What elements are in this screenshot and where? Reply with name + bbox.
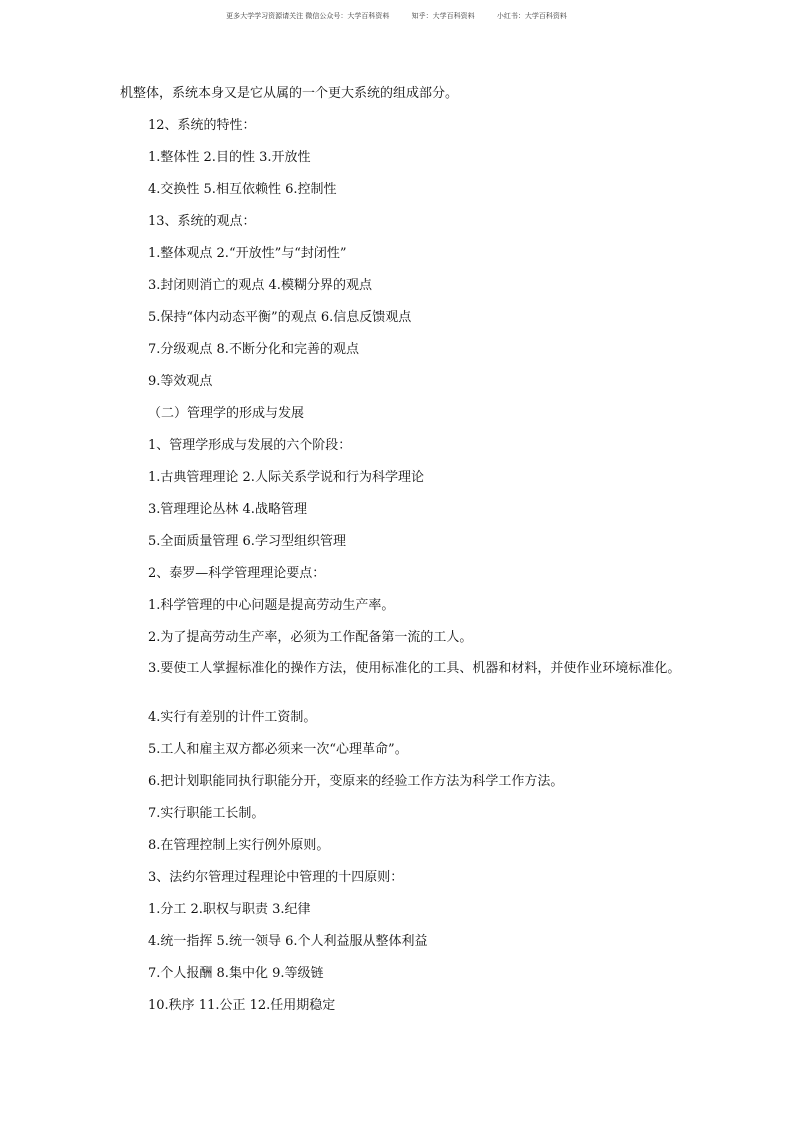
list-item: 7.个人报酬 8.集中化 9.等级链 xyxy=(148,966,324,981)
header-zhihu-text: 知乎：大学百科资料 xyxy=(411,12,475,20)
list-item: 4.实行有差别的计件工资制。 xyxy=(148,710,317,725)
chapter-heading: （二）管理学的形成与发展 xyxy=(148,406,305,421)
list-item: 5.保持“体内动态平衡”的观点 6.信息反馈观点 xyxy=(148,310,412,325)
header-wechat-text: 更多大学学习资源请关注 微信公众号：大学百科资料 xyxy=(226,12,390,20)
list-item: 4.交换性 5.相互依赖性 6.控制性 xyxy=(148,182,337,197)
list-item: 5.工人和雇主双方都必须来一次“心理革命”。 xyxy=(148,742,408,757)
list-item: 1.古典管理理论 2.人际关系学说和行为科学理论 xyxy=(148,470,424,485)
list-item: 1.分工 2.职权与职责 3.纪律 xyxy=(148,902,311,917)
list-item: 6.把计划职能同执行职能分开，变原来的经验工作方法为科学工作方法。 xyxy=(148,774,564,789)
list-item: 1.科学管理的中心问题是提高劳动生产率。 xyxy=(148,598,395,613)
header-xiaohongshu-text: 小红书：大学百科资料 xyxy=(496,12,567,20)
section-heading: 3、法约尔管理过程理论中管理的十四原则： xyxy=(148,870,404,885)
list-item: 8.在管理控制上实行例外原则。 xyxy=(148,838,330,853)
page-header xyxy=(0,11,793,21)
section-heading: 12、系统的特性： xyxy=(148,118,256,133)
section-heading: 2、泰罗—科学管理理论要点： xyxy=(148,566,326,581)
list-item: 4.统一指挥 5.统一领导 6.个人利益服从整体利益 xyxy=(148,934,428,949)
list-item: 1.整体观点 2.“开放性”与“封闭性” xyxy=(148,246,347,261)
list-item: 3.封闭则消亡的观点 4.模糊分界的观点 xyxy=(148,278,372,293)
list-item: 2.为了提高劳动生产率，必须为工作配备第一流的工人。 xyxy=(148,630,473,645)
section-heading: 1、管理学形成与发展的六个阶段： xyxy=(148,438,352,453)
list-item: 10.秩序 11.公正 12.任用期稳定 xyxy=(148,998,336,1013)
list-item-wrapped: 3.要使工人掌握标准化的操作方法，使用标准化的工具、机器和材料，并使作业环境标准化。 xyxy=(148,661,681,676)
paragraph-continuation: 机整体，系统本身又是它从属的一个更大系统的组成部分。 xyxy=(120,86,459,101)
list-item: 1.整体性 2.目的性 3.开放性 xyxy=(148,150,311,165)
list-item: 7.分级观点 8.不断分化和完善的观点 xyxy=(148,342,359,357)
list-item: 3.管理理论丛林 4.战略管理 xyxy=(148,502,307,517)
list-item: 9.等效观点 xyxy=(148,374,213,389)
section-heading: 13、系统的观点： xyxy=(148,214,256,229)
list-item: 5.全面质量管理 6.学习型组织管理 xyxy=(148,534,346,549)
list-item: 7.实行职能工长制。 xyxy=(148,806,265,821)
